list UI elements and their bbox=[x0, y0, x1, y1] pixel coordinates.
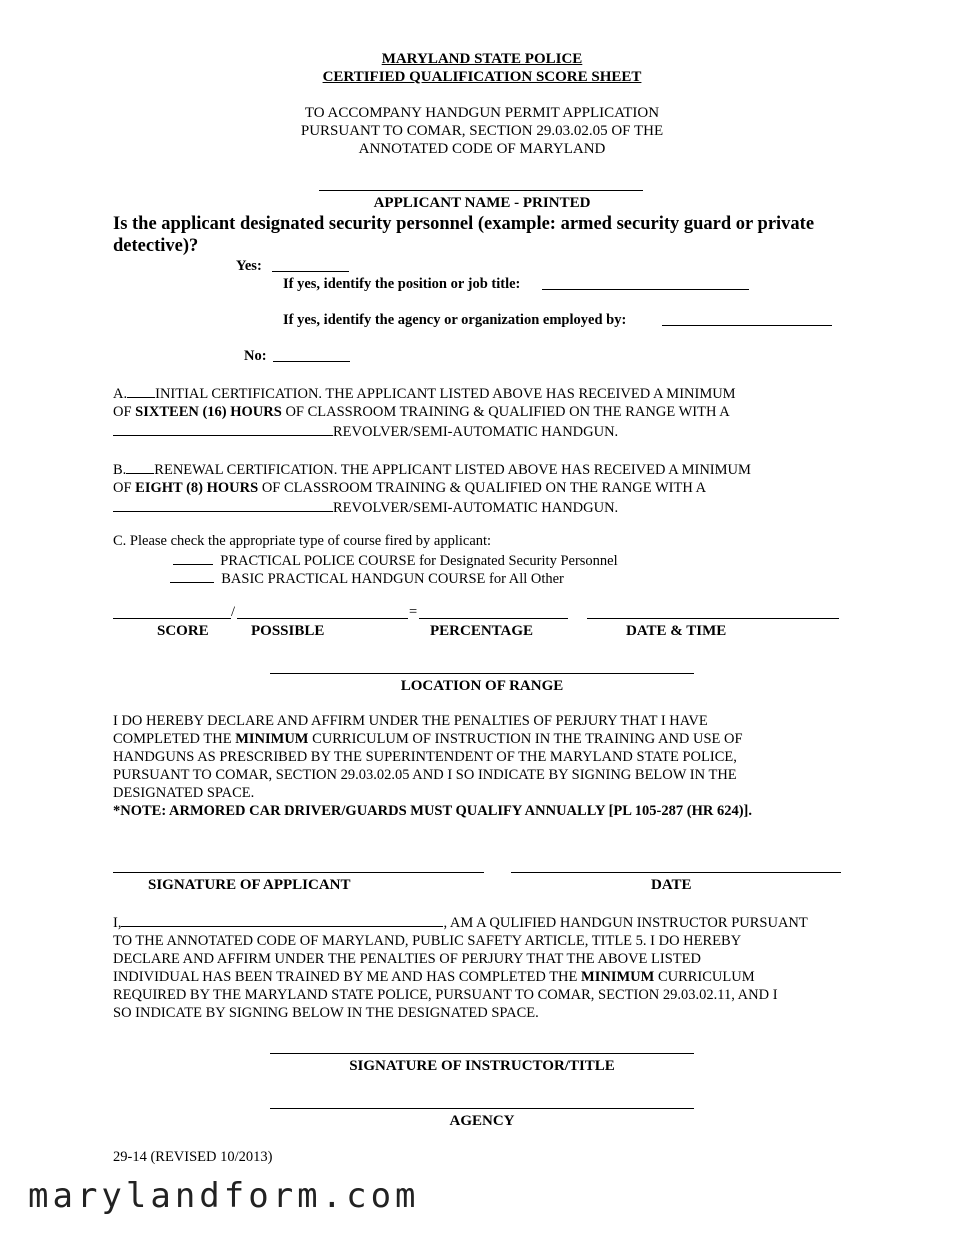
instructor-signature-label: SIGNATURE OF INSTRUCTOR/TITLE bbox=[349, 1058, 615, 1074]
header-line-1: TO ACCOMPANY HANDGUN PERMIT APPLICATION bbox=[304, 105, 660, 121]
applicant-signature-field[interactable] bbox=[113, 872, 484, 873]
score-equals: = bbox=[409, 604, 418, 620]
security-question: Is the applicant designated security personnel (example: armed security guard or private bbox=[113, 214, 815, 234]
no-label: No: bbox=[244, 348, 267, 364]
applicant-date-field[interactable] bbox=[511, 872, 841, 873]
security-question-cont: detective)? bbox=[113, 236, 199, 256]
possible-label: POSSIBLE bbox=[251, 623, 325, 639]
agency-employed-field[interactable] bbox=[662, 325, 832, 326]
section-a-line3: REVOLVER/SEMI-AUTOMATIC HANDGUN. bbox=[333, 424, 619, 440]
declaration-minimum: MINIMUM bbox=[235, 731, 309, 747]
section-b-of: OF bbox=[113, 480, 136, 496]
section-a bbox=[113, 383, 853, 441]
instructor-line-6: SO INDICATE BY SIGNING BELOW IN THE DESIGNATED SPACE. bbox=[113, 1005, 539, 1021]
course-option-basic-practical bbox=[170, 568, 564, 588]
position-label: If yes, identify the position or job title: bbox=[283, 276, 521, 292]
section-b-check[interactable] bbox=[126, 459, 154, 474]
section-a-weapon-field[interactable] bbox=[113, 421, 333, 436]
declaration-line-2c: CURRICULUM OF INSTRUCTION IN THE TRAINING AND USE OF bbox=[308, 731, 743, 747]
percentage-label: PERCENTAGE bbox=[430, 623, 534, 639]
instructor-line-5: REQUIRED BY THE MARYLAND STATE POLICE, PURSUANT TO COMAR, SECTION 29.03.02.11, AND I bbox=[113, 987, 778, 1003]
section-a-check[interactable] bbox=[127, 383, 155, 398]
header-line-2: PURSUANT TO COMAR, SECTION 29.03.02.05 OF THE bbox=[300, 123, 664, 139]
position-field[interactable] bbox=[542, 289, 749, 290]
declaration-line-1: I DO HEREBY DECLARE AND AFFIRM UNDER THE PENALTIES OF PERJURY THAT I HAVE bbox=[113, 713, 708, 729]
course-option-practical-police bbox=[173, 550, 618, 570]
section-b-line1: RENEWAL CERTIFICATION. THE APPLICANT LISTED ABOVE HAS RECEIVED A MINIMUM bbox=[154, 462, 751, 478]
instructor-line-1: , AM A QULIFIED HANDGUN INSTRUCTOR PURSUANT bbox=[443, 915, 808, 931]
armored-car-note: *NOTE: ARMORED CAR DRIVER/GUARDS MUST QUALIFY ANNUALLY [PL 105-287 (HR 624)]. bbox=[113, 803, 752, 819]
declaration-line-4: PURSUANT TO COMAR, SECTION 29.03.02.05 AND I SO INDICATE BY SIGNING BELOW IN THE bbox=[113, 767, 737, 783]
declaration-line-5: DESIGNATED SPACE. bbox=[113, 785, 255, 801]
section-b-hours: EIGHT (8) HOURS bbox=[135, 480, 259, 496]
applicant-name-field[interactable] bbox=[319, 190, 643, 191]
section-a-line2: OF CLASSROOM TRAINING & QUALIFIED ON THE RANGE WITH A bbox=[281, 404, 730, 420]
declaration bbox=[113, 712, 853, 820]
section-a-of: OF bbox=[113, 404, 136, 420]
section-b-weapon-field[interactable] bbox=[113, 497, 333, 512]
score-label: SCORE bbox=[157, 623, 209, 639]
agency-employed-label: If yes, identify the agency or organization employed by: bbox=[283, 312, 627, 328]
location-label: LOCATION OF RANGE bbox=[400, 678, 564, 694]
percentage-field[interactable] bbox=[419, 618, 568, 619]
applicant-date-label: DATE bbox=[651, 877, 692, 893]
section-a-prefix: A. bbox=[113, 386, 128, 402]
date-time-label: DATE & TIME bbox=[626, 623, 727, 639]
instructor-line-2: TO THE ANNOTATED CODE OF MARYLAND, PUBLIC SAFETY ARTICLE, TITLE 5. I DO HEREBY bbox=[113, 933, 742, 949]
instructor-statement bbox=[113, 912, 853, 1022]
instructor-i: I, bbox=[113, 915, 122, 931]
section-a-line1: INITIAL CERTIFICATION. THE APPLICANT LISTED ABOVE HAS RECEIVED A MINIMUM bbox=[155, 386, 736, 402]
date-time-field[interactable] bbox=[587, 618, 839, 619]
course-option-1-label: PRACTICAL POLICE COURSE for Designated Security Personnel bbox=[220, 553, 618, 569]
yes-label: Yes: bbox=[236, 258, 262, 274]
course-option-2-check[interactable] bbox=[170, 568, 214, 583]
location-field[interactable] bbox=[270, 673, 694, 674]
section-c-instruction: C. Please check the appropriate type of course fired by applicant: bbox=[113, 533, 492, 549]
watermark-logo: marylandform.com bbox=[28, 1176, 420, 1216]
agency-label: AGENCY bbox=[449, 1113, 515, 1129]
declaration-line-2a: COMPLETED THE bbox=[113, 731, 236, 747]
form-subtitle: CERTIFIED QUALIFICATION SCORE SHEET bbox=[322, 69, 642, 85]
applicant-signature-label: SIGNATURE OF APPLICANT bbox=[148, 877, 351, 893]
section-b-line2: OF CLASSROOM TRAINING & QUALIFIED ON THE RANGE WITH A bbox=[258, 480, 707, 496]
course-option-1-check[interactable] bbox=[173, 550, 213, 565]
instructor-line-4a: INDIVIDUAL HAS BEEN TRAINED BY ME AND HAS COMPLETED THE bbox=[113, 969, 582, 985]
no-field[interactable] bbox=[273, 361, 350, 362]
instructor-signature-field[interactable] bbox=[270, 1053, 694, 1054]
applicant-name-label: APPLICANT NAME - PRINTED bbox=[373, 195, 591, 211]
header-line-3: ANNOTATED CODE OF MARYLAND bbox=[358, 141, 606, 157]
instructor-name-field[interactable] bbox=[121, 912, 443, 927]
form-title: MARYLAND STATE POLICE bbox=[381, 51, 583, 67]
score-slash: / bbox=[231, 604, 236, 620]
yes-field[interactable] bbox=[272, 271, 349, 272]
score-field[interactable] bbox=[113, 618, 231, 619]
section-b-line3: REVOLVER/SEMI-AUTOMATIC HANDGUN. bbox=[333, 500, 619, 516]
agency-field[interactable] bbox=[270, 1108, 694, 1109]
form-number: 29-14 (REVISED 10/2013) bbox=[113, 1149, 273, 1165]
instructor-line-4c: CURRICULUM bbox=[654, 969, 755, 985]
section-b bbox=[113, 459, 853, 517]
declaration-line-3: HANDGUNS AS PRESCRIBED BY THE SUPERINTENDENT OF THE MARYLAND STATE POLICE, bbox=[113, 749, 737, 765]
section-a-hours: SIXTEEN (16) HOURS bbox=[135, 404, 282, 420]
instructor-line-3: DECLARE AND AFFIRM UNDER THE PENALTIES OF PERJURY THAT THE ABOVE LISTED bbox=[113, 951, 701, 967]
section-b-prefix: B. bbox=[113, 462, 127, 478]
possible-field[interactable] bbox=[237, 618, 408, 619]
instructor-minimum: MINIMUM bbox=[581, 969, 655, 985]
course-option-2-label: BASIC PRACTICAL HANDGUN COURSE for All Other bbox=[221, 571, 564, 587]
